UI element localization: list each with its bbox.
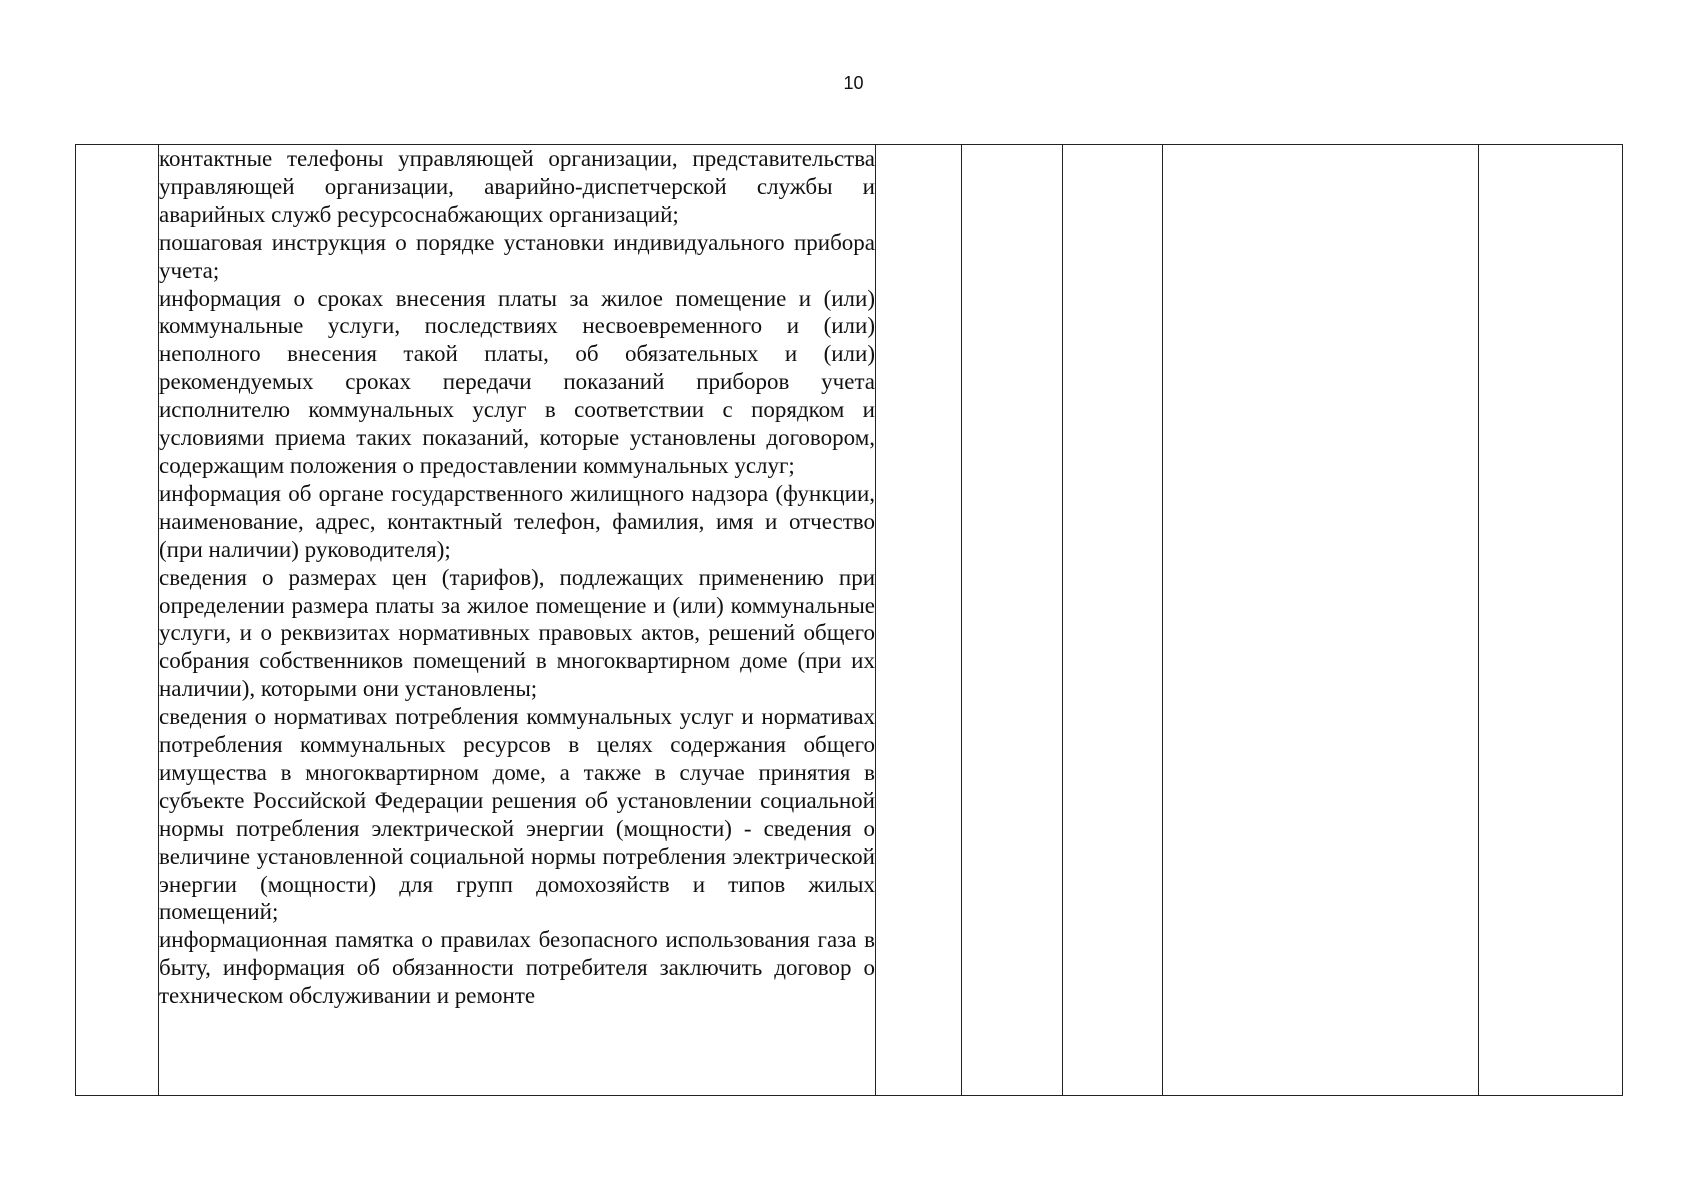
table-cell-empty-5 bbox=[1479, 145, 1623, 1096]
page-number bbox=[0, 72, 1697, 94]
table-cell-empty-4 bbox=[1163, 145, 1479, 1096]
paragraph-gas-safety: информационная памятка о правилах безопасного использования газа в быту, информация об обязанности потребителя заключить договор о техническом обслуживании и ремонте bbox=[159, 927, 875, 1009]
paragraph-consumption-norms: сведения о нормативах потребления коммунальных услуг и нормативах потребления коммунальных ресурсов в целях содержания общего имущества в многоквартирном доме, а также в случае принятия в субъекте Российской Федерации решения об установлении социальной нормы потребления электрической энергии (мощности) - сведения о величине установленной социальной нормы потребления электрической энергии (мощности) для групп домохозяйств и типов жилых помещений; bbox=[159, 704, 875, 925]
paragraph-housing-supervision: информация об органе государственного жилищного надзора (функции, наименование, адрес, контактный телефон, фамилия, имя и отчество (при наличии) руководителя); bbox=[159, 480, 875, 562]
paragraph-contacts: контактные телефоны управляющей организации, представительства управляющей организации, аварийно-диспетчерской службы и аварийных служб ресурсоснабжающих организаций; bbox=[159, 146, 875, 227]
page-number-text: 10 bbox=[843, 73, 864, 93]
paragraph-payment-terms: информация о сроках внесения платы за жилое помещение и (или) коммунальные услуги, последствиях несвоевременного и (или) неполного внесения такой платы, об обязательных и (или) рекомендуемых сроках передачи показаний приборов учета исполнителю коммунальных услуг в соответствии с порядком и условиями приема таких показаний, которые установлены договором, содержащим положения о предоставлении коммунальных услуг; bbox=[159, 285, 875, 478]
table-cell-empty-1 bbox=[876, 145, 962, 1096]
table-cell-empty-2 bbox=[962, 145, 1063, 1096]
document-table bbox=[75, 144, 1623, 1096]
table-row bbox=[76, 145, 1623, 1096]
table-cell-content bbox=[159, 145, 876, 1096]
paragraph-tariffs: сведения о размерах цен (тарифов), подлежащих применению при определении размера платы за жилое помещение и (или) коммунальные услуги, и о реквизитах нормативных правовых актов, решений общего собрания собственников помещений в многоквартирном доме (при их наличии), которыми они установлены; bbox=[159, 564, 875, 702]
table-cell-number bbox=[76, 145, 159, 1096]
cell-text bbox=[159, 145, 875, 1010]
table-cell-empty-3 bbox=[1063, 145, 1163, 1096]
paragraph-meter-instruction: пошаговая инструкция о порядке установки индивидуального прибора учета; bbox=[159, 229, 875, 283]
